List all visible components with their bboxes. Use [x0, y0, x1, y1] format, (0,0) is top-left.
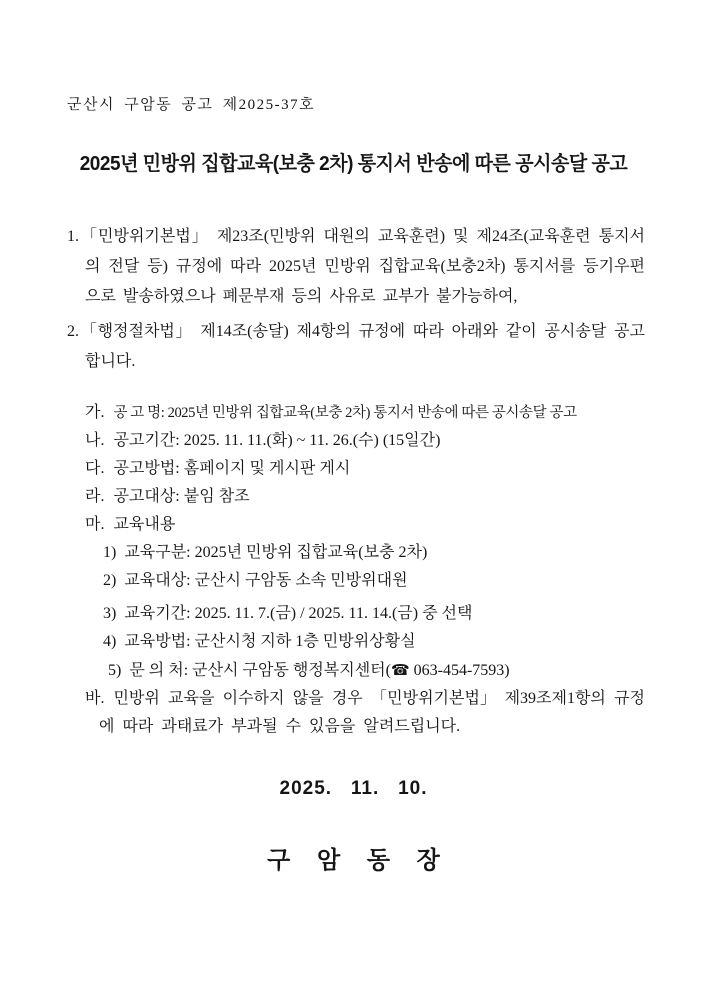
education-item-1-label: 1) — [103, 544, 117, 561]
paragraph-1-number: 1. — [67, 228, 79, 245]
paragraph-2-text: 「행정절차법」 제14조(송달) 제4항의 규정에 따라 아래와 같이 공시송달 공고합니다. — [80, 323, 645, 370]
education-item-2 — [103, 567, 645, 595]
education-item-1-text: 교육구분: 2025년 민방위 집합교육(보충 2차) — [124, 544, 428, 561]
notice-item-ra-label: 라. — [85, 488, 105, 505]
phone-icon: ☎ — [390, 661, 410, 679]
notice-item-da-label: 다. — [85, 460, 105, 477]
paragraph-1-text: 「민방위기본법」 제23조(민방위 대원의 교육훈련) 및 제24조(교육훈련 통지서의 전달 등) 규정에 따라 2025년 민방위 집합교육(보충2차) 통지서를 등기우편으로 발송하였으나 폐문부재 등의 사유로 교부가 불가능하여, — [80, 228, 645, 305]
notice-item-ba-label: 바. — [85, 690, 105, 707]
notice-item-ga — [85, 399, 645, 427]
paragraph-1 — [67, 222, 645, 312]
education-item-1 — [103, 539, 645, 567]
education-item-2-label: 2) — [103, 572, 117, 589]
notice-item-ma-label: 마. — [85, 516, 105, 533]
doc-title: 2025년 민방위 집합교육(보충 2차) 통지서 반송에 따른 공시송달 공고 — [79, 153, 628, 175]
education-item-5 — [108, 656, 645, 685]
paragraph-2 — [67, 317, 645, 377]
notice-item-list — [85, 399, 645, 741]
education-item-3-label: 3) — [103, 605, 117, 622]
notice-item-ma-text: 교육내용 — [113, 516, 176, 533]
doc-body — [67, 222, 645, 741]
doc-signer: 구 암 동 장 — [267, 847, 450, 874]
paragraph-2-number: 2. — [67, 323, 79, 340]
doc-number: 군산시 구암동 공고 제2025-37호 — [67, 97, 316, 113]
education-item-5-label: 5) — [108, 662, 122, 679]
education-item-4 — [103, 628, 645, 656]
education-item-4-label: 4) — [103, 633, 117, 650]
education-item-4-text: 교육방법: 군산시청 지하 1층 민방위상황실 — [124, 633, 416, 650]
notice-item-ma — [85, 511, 645, 539]
notice-item-na-text: 공고기간: 2025. 11. 11.(화) ~ 11. 26.(수) (15일간) — [113, 432, 441, 449]
notice-item-ra — [85, 483, 645, 511]
notice-item-na-label: 나. — [85, 432, 105, 449]
education-item-3-text: 교육기간: 2025. 11. 7.(금) / 2025. 11. 14.(금) 중 선택 — [124, 605, 473, 622]
education-item-5-text-after: 063-454-7593) — [409, 662, 510, 679]
notice-item-na — [85, 427, 645, 455]
notice-item-ga-label: 가. — [85, 404, 105, 421]
notice-item-ba-text: 민방위 교육을 이수하지 않을 경우 「민방위기본법」 제39조제1항의 규정에 따라 과태료가 부과될 수 있음을 알려드립니다. — [99, 690, 645, 735]
notice-item-ba — [85, 685, 645, 741]
notice-item-da — [85, 455, 645, 483]
notice-item-da-text: 공고방법: 홈페이지 및 게시판 게시 — [113, 460, 351, 477]
doc-date: 2025. 11. 10. — [279, 778, 428, 799]
education-item-list — [103, 539, 645, 685]
education-item-2-text: 교육대상: 군산시 구암동 소속 민방위대원 — [124, 572, 408, 589]
notice-item-ra-text: 공고대상: 붙임 참조 — [113, 488, 250, 505]
education-item-3 — [103, 600, 645, 628]
education-item-5-text-before: 문 의 처: 군산시 구암동 행정복지센터( — [129, 662, 391, 679]
notice-item-ga-text: 공 고 명: 2025년 민방위 집합교육(보충 2차) 통지서 반송에 따른 공시송달 공고 — [113, 405, 577, 421]
